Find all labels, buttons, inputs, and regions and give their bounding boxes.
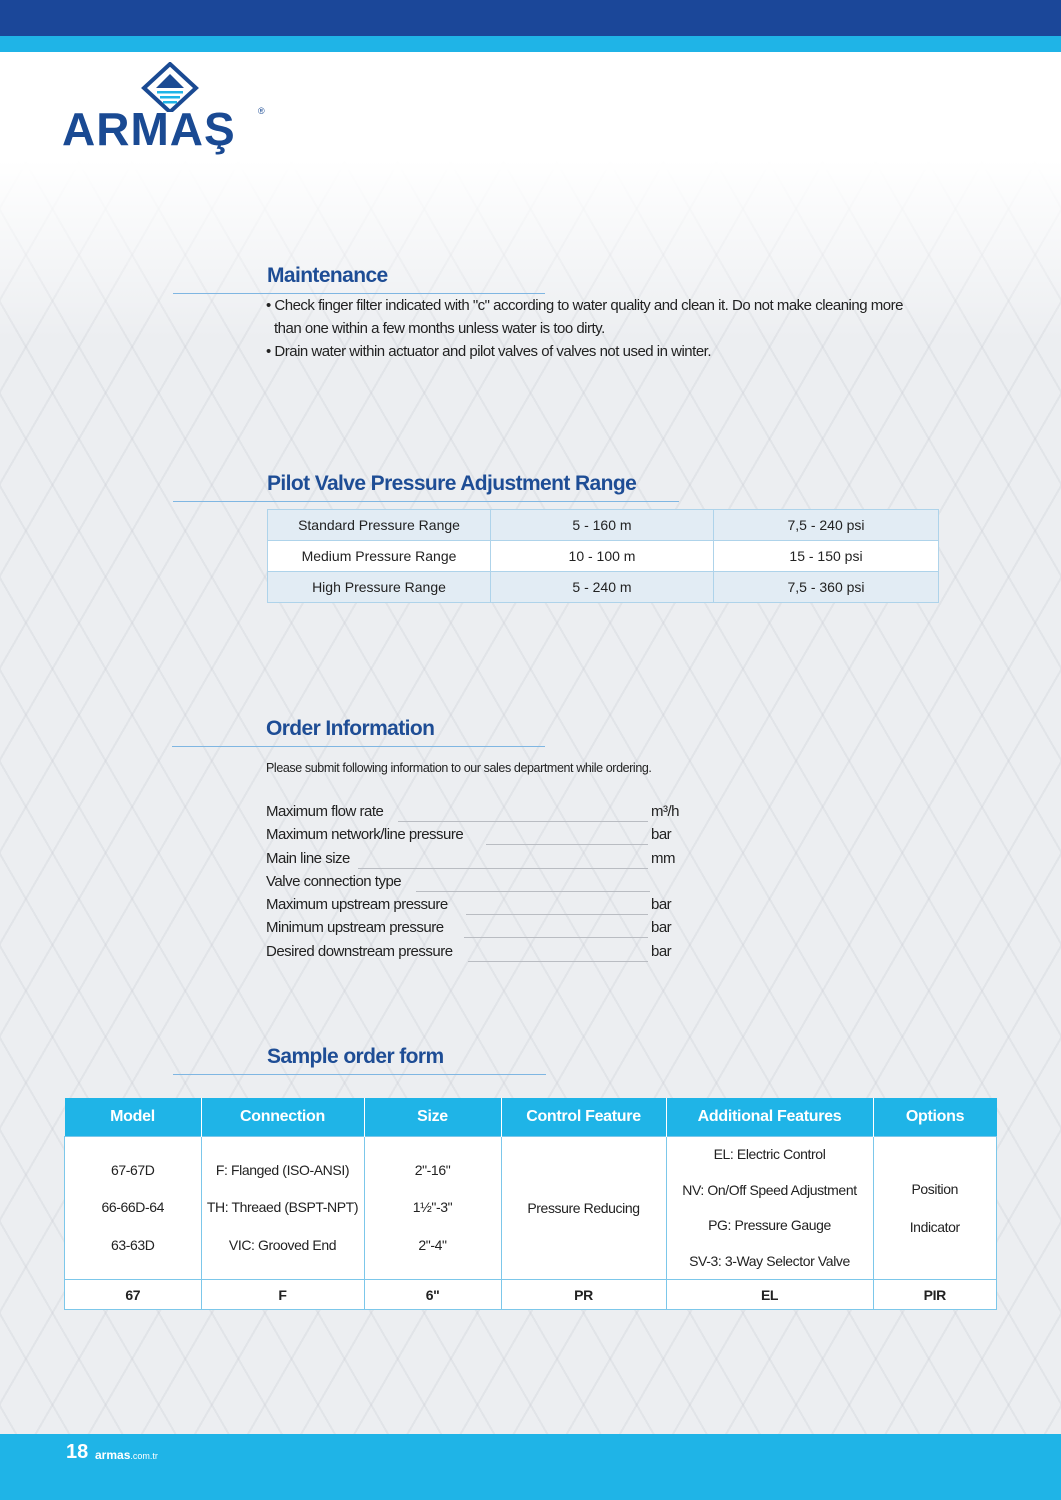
example-options: PIR [873, 1280, 997, 1310]
maintenance-bullet-1: • Check finger filter indicated with "c" according to water quality and clean it. Do not make cleaning more [266, 297, 903, 314]
range-meters: 5 - 240 m [491, 572, 714, 603]
model-option: 63-63D [110, 1236, 155, 1253]
col-model: Model [65, 1098, 202, 1137]
example-control: PR [501, 1280, 666, 1310]
order-line-unit: bar [651, 919, 672, 937]
order-line-blank[interactable] [464, 937, 648, 938]
order-line-label: Valve connection type [266, 872, 402, 890]
pilot-range-table [267, 509, 939, 603]
order-line-unit: m³/h [651, 803, 679, 820]
pilot-rule [173, 501, 679, 502]
order-line-unit: bar [651, 826, 672, 844]
footer-site-domain: .com.tr [130, 1451, 158, 1461]
feature-option: PG: Pressure Gauge [708, 1217, 831, 1233]
footer-band [0, 1434, 1061, 1500]
top-band-dark [0, 0, 1061, 36]
connection-option: TH: Threaed (BSPT-NPT) [206, 1199, 359, 1216]
example-size: 6" [364, 1280, 501, 1310]
footer-website [95, 1448, 158, 1462]
col-connection: Connection [201, 1098, 364, 1137]
table-row [65, 1137, 997, 1280]
order-line [266, 873, 706, 896]
order-line [266, 896, 706, 919]
sizes-cell [364, 1137, 501, 1280]
order-rule [172, 746, 545, 747]
example-features: EL [666, 1280, 873, 1310]
order-line-label: Maximum flow rate [266, 803, 384, 820]
models-cell [65, 1137, 202, 1280]
order-line-blank[interactable] [358, 868, 648, 869]
feature-option: NV: On/Off Speed Adjustment [682, 1181, 857, 1198]
example-connection: F [201, 1280, 364, 1310]
range-meters: 10 - 100 m [491, 541, 714, 572]
model-option: 67-67D [110, 1161, 155, 1178]
feature-option: SV-3: 3-Way Selector Valve [689, 1252, 850, 1269]
page-number: 18 [66, 1441, 89, 1463]
order-line-blank[interactable] [468, 961, 648, 962]
order-line-label: Desired downstream pressure [266, 942, 453, 960]
order-line-label: Maximum upstream pressure [266, 896, 448, 914]
size-option: 2"-4" [418, 1236, 447, 1253]
logo-registered-mark: ® [258, 106, 265, 116]
order-line-blank[interactable] [398, 821, 648, 822]
feature-option: EL: Electric Control [713, 1146, 826, 1162]
sample-title: Sample order form [267, 1045, 444, 1068]
options-cell [873, 1137, 997, 1280]
maintenance-bullet-2: • Drain water within actuator and pilot valves of valves not used in winter. [266, 343, 711, 360]
order-line-unit: bar [651, 942, 672, 960]
range-name: High Pressure Range [268, 572, 491, 603]
maintenance-bullet-1-cont: than one within a few months unless water is too dirty. [274, 320, 605, 337]
order-line [266, 803, 706, 826]
table-header-row [65, 1098, 997, 1137]
range-psi: 15 - 150 psi [714, 541, 939, 572]
col-size: Size [364, 1098, 501, 1137]
range-psi: 7,5 - 240 psi [714, 510, 939, 541]
range-psi: 7,5 - 360 psi [714, 572, 939, 603]
connection-option: F: Flanged (ISO-ANSI) [215, 1161, 350, 1178]
example-row [65, 1280, 997, 1310]
range-name: Medium Pressure Range [268, 541, 491, 572]
features-cell [666, 1137, 873, 1280]
sample-order-table [64, 1098, 997, 1310]
example-model: 67 [65, 1280, 202, 1310]
connection-option: VIC: Grooved End [228, 1236, 337, 1253]
size-option: 1½"-3" [412, 1199, 453, 1216]
order-fields [266, 803, 706, 966]
control-cell: Pressure Reducing [501, 1137, 666, 1280]
order-line-label: Minimum upstream pressure [266, 919, 444, 937]
range-name: Standard Pressure Range [268, 510, 491, 541]
order-line [266, 919, 706, 942]
order-line-blank[interactable] [486, 844, 648, 845]
order-line [266, 943, 706, 966]
order-title: Order Information [266, 717, 435, 740]
order-note: Please submit following information to our sales department while ordering. [266, 761, 652, 775]
option-line: Position [911, 1181, 959, 1197]
armas-logo [62, 62, 272, 154]
range-meters: 5 - 160 m [491, 510, 714, 541]
order-line-unit: mm [651, 849, 675, 867]
footer-site-bold: armas [95, 1448, 131, 1462]
order-line-blank[interactable] [466, 914, 648, 915]
size-option: 2"-16" [414, 1161, 451, 1178]
maintenance-title: Maintenance [267, 264, 388, 287]
connections-cell [201, 1137, 364, 1280]
order-line-label: Main line size [266, 849, 350, 867]
col-features: Additional Features [666, 1098, 873, 1137]
model-option: 66-66D-64 [101, 1199, 165, 1216]
order-line-unit: bar [651, 896, 672, 914]
option-line: Indicator [909, 1219, 960, 1235]
col-control: Control Feature [501, 1098, 666, 1137]
maintenance-text [266, 294, 966, 363]
order-line-label: Maximum network/line pressure [266, 826, 464, 844]
table-row [268, 510, 939, 541]
order-line [266, 850, 706, 873]
logo-wordmark: ARMAŞ [62, 103, 236, 155]
sample-rule [173, 1074, 546, 1075]
table-row [268, 541, 939, 572]
col-options: Options [873, 1098, 997, 1137]
table-row [268, 572, 939, 603]
order-line-blank[interactable] [416, 891, 650, 892]
pilot-title: Pilot Valve Pressure Adjustment Range [267, 472, 637, 495]
order-line [266, 826, 706, 849]
top-band-light [0, 36, 1061, 52]
